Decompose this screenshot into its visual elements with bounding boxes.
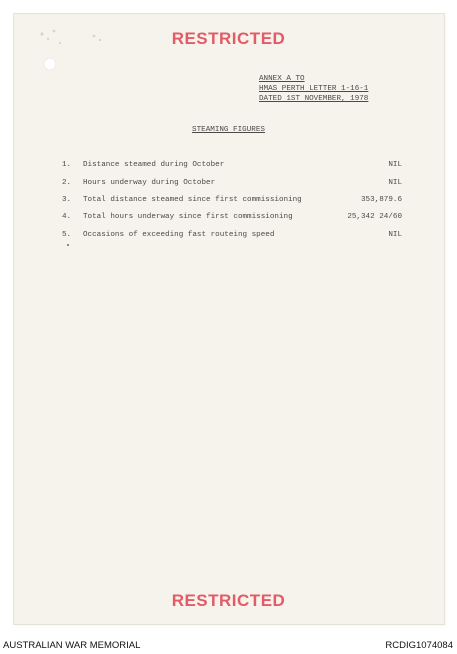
- list-item: [62, 196, 402, 207]
- section-heading: STEAMING FIGURES: [192, 126, 265, 134]
- restricted-stamp-top: RESTRICTED: [171, 29, 286, 48]
- item-value: NIL: [388, 231, 402, 239]
- item-number: 4.: [62, 213, 72, 221]
- item-description: Hours underway during October: [83, 179, 216, 187]
- restricted-stamp-bottom: RESTRICTED: [171, 591, 286, 610]
- footer-bar: [0, 636, 457, 654]
- item-number: 5.: [62, 231, 72, 239]
- reference-line-3: DATED 1ST NOVEMBER, 1978: [259, 95, 369, 103]
- stray-mark: [67, 244, 69, 246]
- footer-source: AUSTRALIAN WAR MEMORIAL: [3, 640, 141, 651]
- item-number: 3.: [62, 196, 72, 204]
- item-description: Distance steamed during October: [83, 161, 225, 169]
- item-description: Total distance steamed since first commissioning: [83, 196, 302, 204]
- footer-id: RCDIG1074084: [385, 640, 453, 651]
- item-description: Occasions of exceeding fast routeing speed: [83, 231, 275, 239]
- item-value: NIL: [388, 179, 402, 187]
- item-description: Total hours underway since first commissioning: [83, 213, 293, 221]
- item-number: 1.: [62, 161, 72, 169]
- item-number: 2.: [62, 179, 72, 187]
- reference-line-1: ANNEX A TO: [259, 75, 305, 83]
- reference-line-2: HMAS PERTH LETTER 1-16-1: [259, 85, 369, 93]
- reference-block: [259, 74, 368, 104]
- list-item: [62, 161, 402, 172]
- list-item: [62, 179, 402, 190]
- item-value: NIL: [388, 161, 402, 169]
- document-page: [14, 14, 444, 624]
- list-item: [62, 231, 402, 242]
- item-value: 25,342 24/60: [347, 213, 402, 221]
- item-value: 353,879.6: [360, 196, 402, 204]
- list-item: [62, 213, 402, 224]
